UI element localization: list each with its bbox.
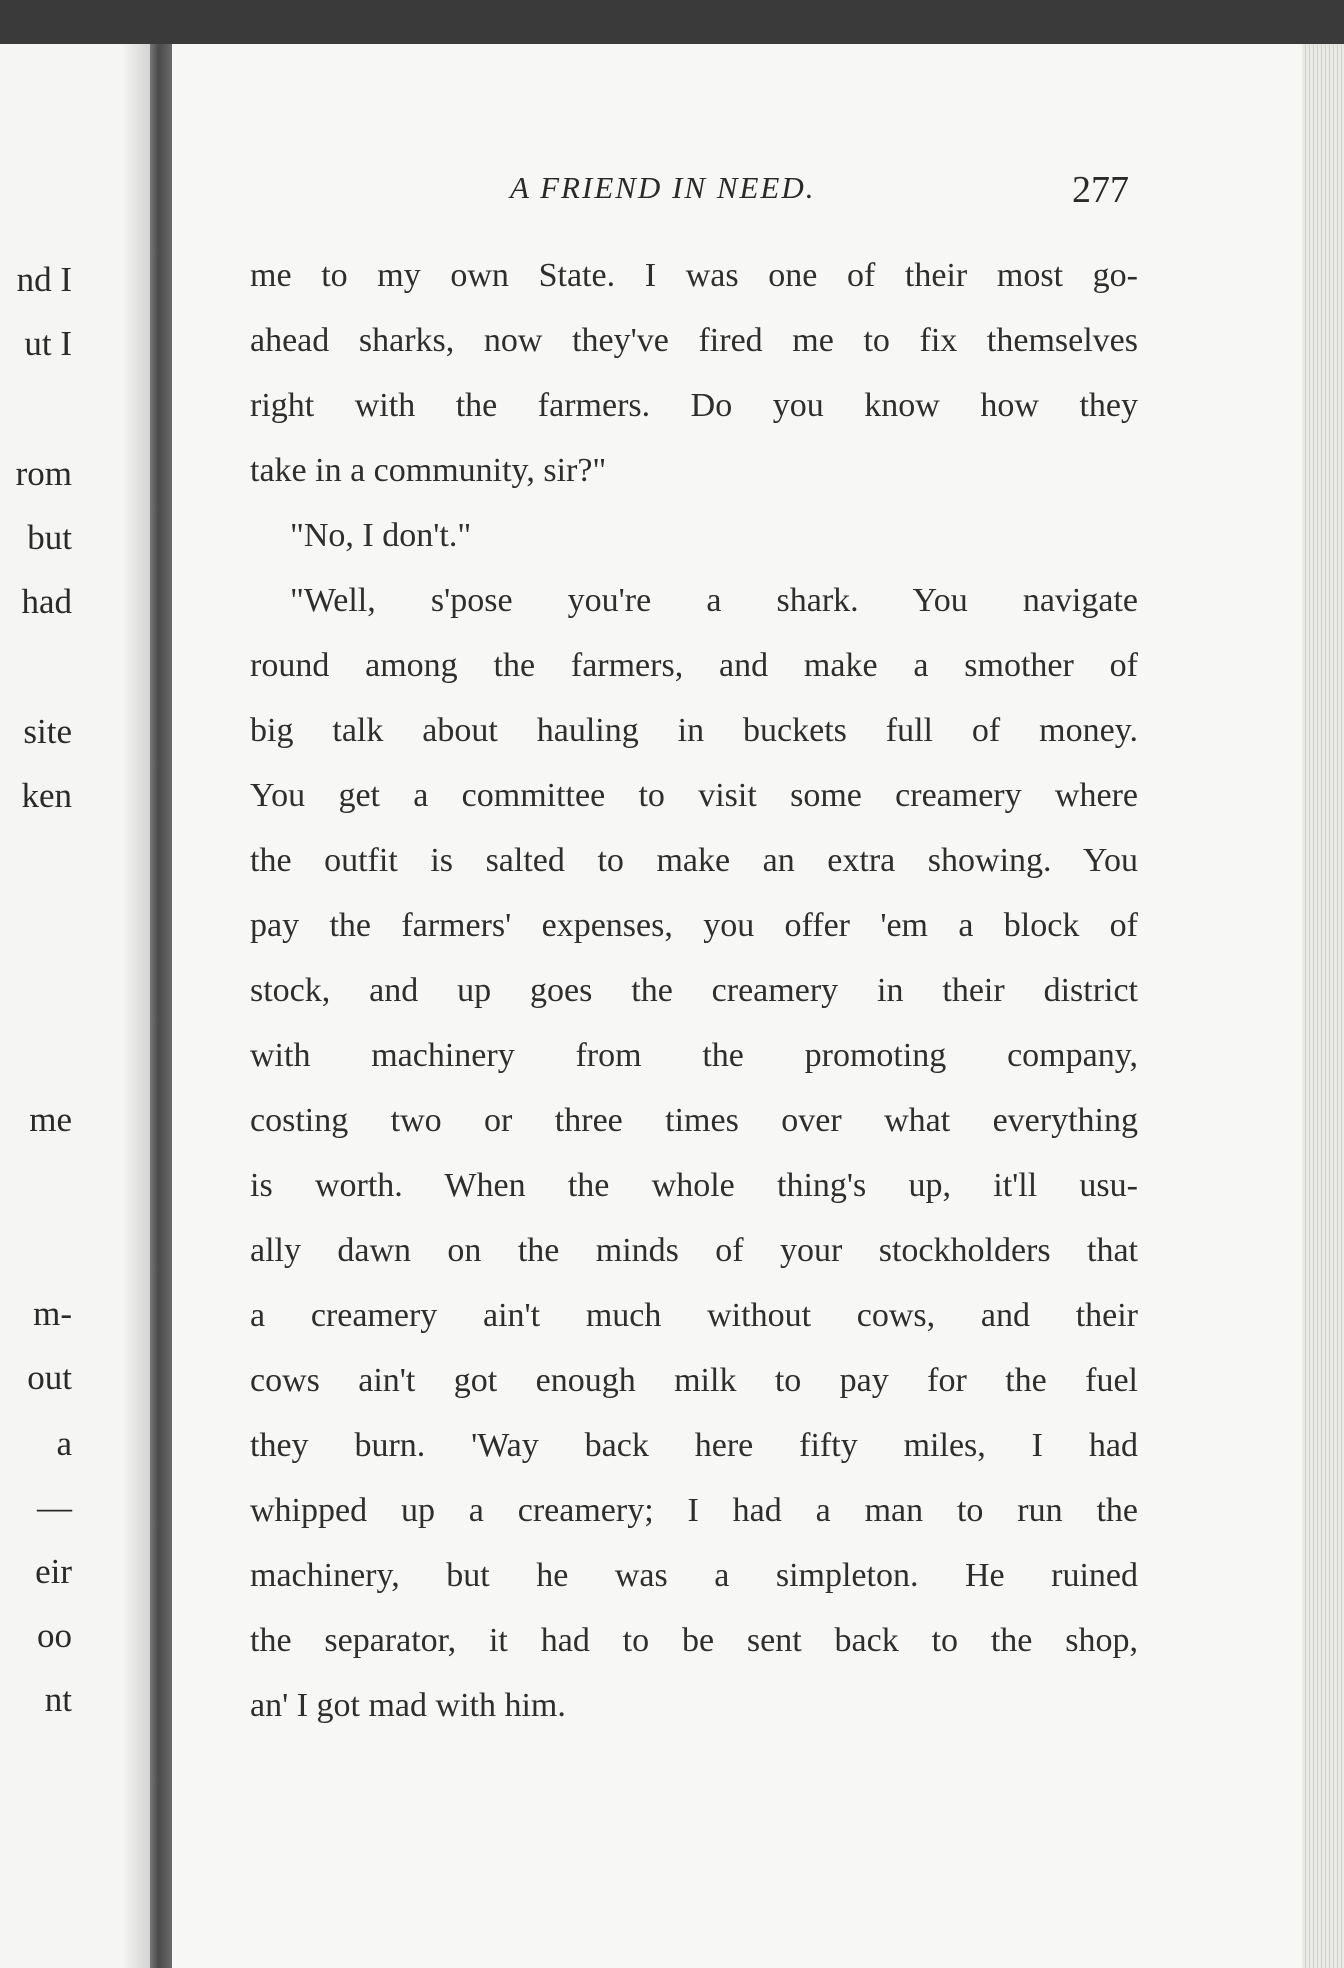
- text-line: a creamery ain't much without cows, and their: [250, 1297, 1138, 1334]
- page-number: 277: [1072, 169, 1129, 211]
- previous-page-fragment: eir: [35, 1552, 72, 1591]
- previous-page-fragment: me: [29, 1100, 72, 1139]
- text-line: with machinery from the promoting company,: [250, 1037, 1138, 1074]
- previous-page-fragment: nt: [44, 1680, 72, 1719]
- previous-page-fragment: m-: [33, 1294, 72, 1333]
- text-line: an' I got mad with him.: [250, 1687, 566, 1724]
- page-edges: [1302, 44, 1344, 1968]
- body-text: [250, 250, 1138, 1745]
- previous-page-fragment: nd I: [16, 260, 72, 299]
- text-line: big talk about hauling in buckets full of money.: [250, 712, 1138, 749]
- previous-page-fragment: oo: [37, 1616, 72, 1655]
- text-line: pay the farmers' expenses, you offer 'em a block of: [250, 907, 1138, 944]
- previous-page-fragment: —: [37, 1488, 72, 1527]
- previous-page-fragment: ken: [21, 776, 72, 815]
- text-line: You get a committee to visit some creamery where: [250, 777, 1138, 814]
- text-line: "Well, s'pose you're a shark. You navigate: [290, 582, 1138, 619]
- previous-page-fragment: rom: [15, 454, 72, 493]
- text-line: they burn. 'Way back here fifty miles, I had: [250, 1427, 1138, 1464]
- text-line: me to my own State. I was one of their most go-: [250, 257, 1138, 294]
- previous-page-fragment: but: [27, 518, 72, 557]
- gutter-shadow: [122, 44, 152, 1968]
- text-line: costing two or three times over what everything: [250, 1102, 1138, 1139]
- previous-page-fragment: ut I: [24, 324, 72, 363]
- text-line: is worth. When the whole thing's up, it'll usu-: [250, 1167, 1138, 1204]
- text-line: ally dawn on the minds of your stockholders that: [250, 1232, 1138, 1269]
- text-line: take in a community, sir?": [250, 452, 607, 489]
- text-line: cows ain't got enough milk to pay for the fuel: [250, 1362, 1138, 1399]
- text-line: right with the farmers. Do you know how they: [250, 387, 1138, 424]
- book-gutter: [150, 44, 172, 1968]
- previous-page-fragment: had: [21, 582, 72, 621]
- text-line: the outfit is salted to make an extra showing. You: [250, 842, 1138, 879]
- text-line: machinery, but he was a simpleton. He ruined: [250, 1557, 1138, 1594]
- text-line: stock, and up goes the creamery in their district: [250, 972, 1138, 1009]
- text-line: ahead sharks, now they've fired me to fix themselves: [250, 322, 1138, 359]
- running-head: A FRIEND IN NEED.: [510, 170, 816, 205]
- text-line: the separator, it had to be sent back to the shop,: [250, 1622, 1138, 1659]
- previous-page-fragment: out: [27, 1358, 72, 1397]
- text-line: whipped up a creamery; I had a man to run the: [250, 1492, 1138, 1529]
- previous-page-fragment: site: [23, 712, 72, 751]
- scanner-background: [0, 0, 1344, 44]
- previous-page-fragment: a: [56, 1424, 72, 1463]
- text-line: "No, I don't.": [290, 517, 472, 554]
- text-line: round among the farmers, and make a smother of: [250, 647, 1138, 684]
